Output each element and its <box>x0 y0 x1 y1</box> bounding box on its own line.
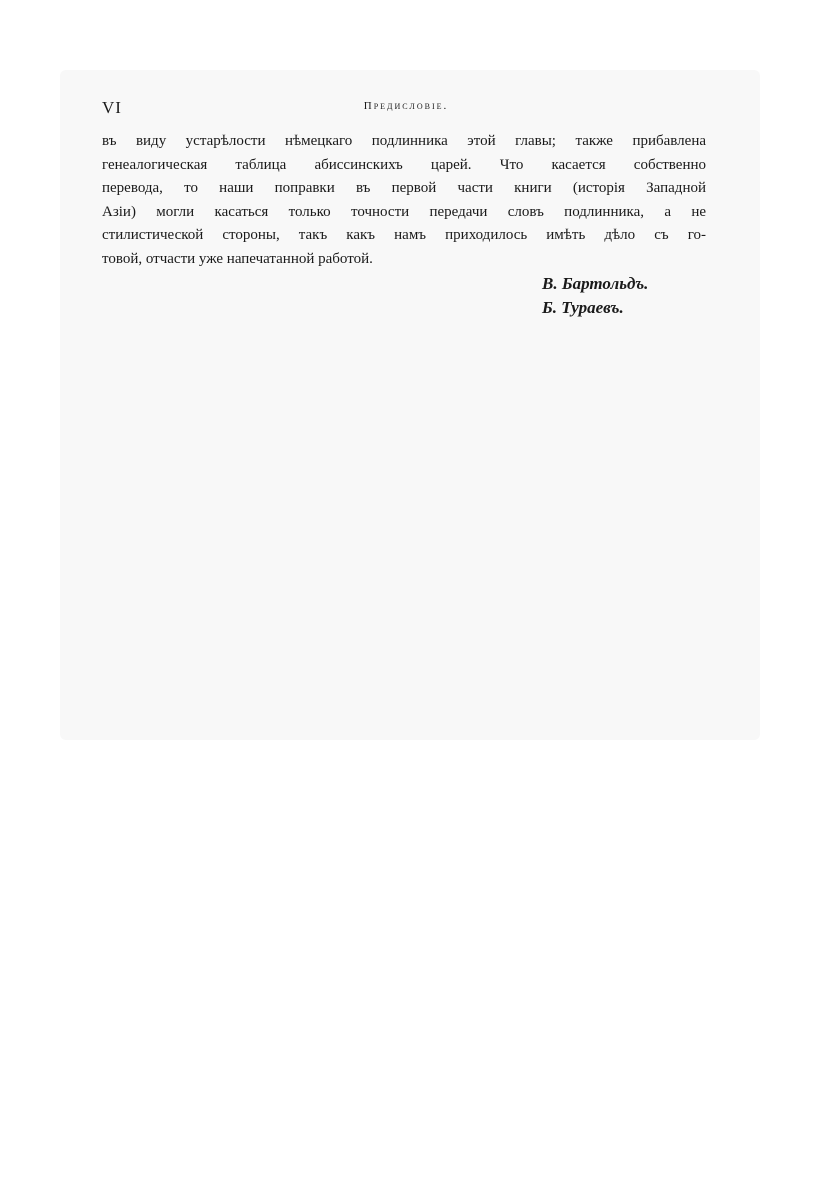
text-line: товой, отчасти уже напечатанной работой. <box>102 250 373 267</box>
text-line: въ виду устарѣлости нѣмецкаго подлинника этой главы; также прибавлена <box>102 133 706 149</box>
page-header <box>102 98 710 120</box>
running-head: Предисловіе. <box>363 100 449 112</box>
text-line: перевода, то наши поправки въ первой части книги (исторія Западной <box>102 180 706 196</box>
text-line: Азіи) могли касаться только точности передачи словъ подлинника, а не <box>102 203 706 220</box>
page-number: VI <box>102 98 122 117</box>
signature-turaev: Б. Тураевъ. <box>542 298 624 317</box>
body-paragraph <box>102 130 706 271</box>
signature-block <box>542 272 722 320</box>
signature-bartold: В. Бартольдъ. <box>542 274 649 293</box>
text-line: стилистической стороны, такъ какъ намъ приходилось имѣть дѣло съ го- <box>102 227 706 243</box>
text-line: генеалогическая таблица абиссинскихъ царей. Что касается собственно <box>102 156 706 173</box>
